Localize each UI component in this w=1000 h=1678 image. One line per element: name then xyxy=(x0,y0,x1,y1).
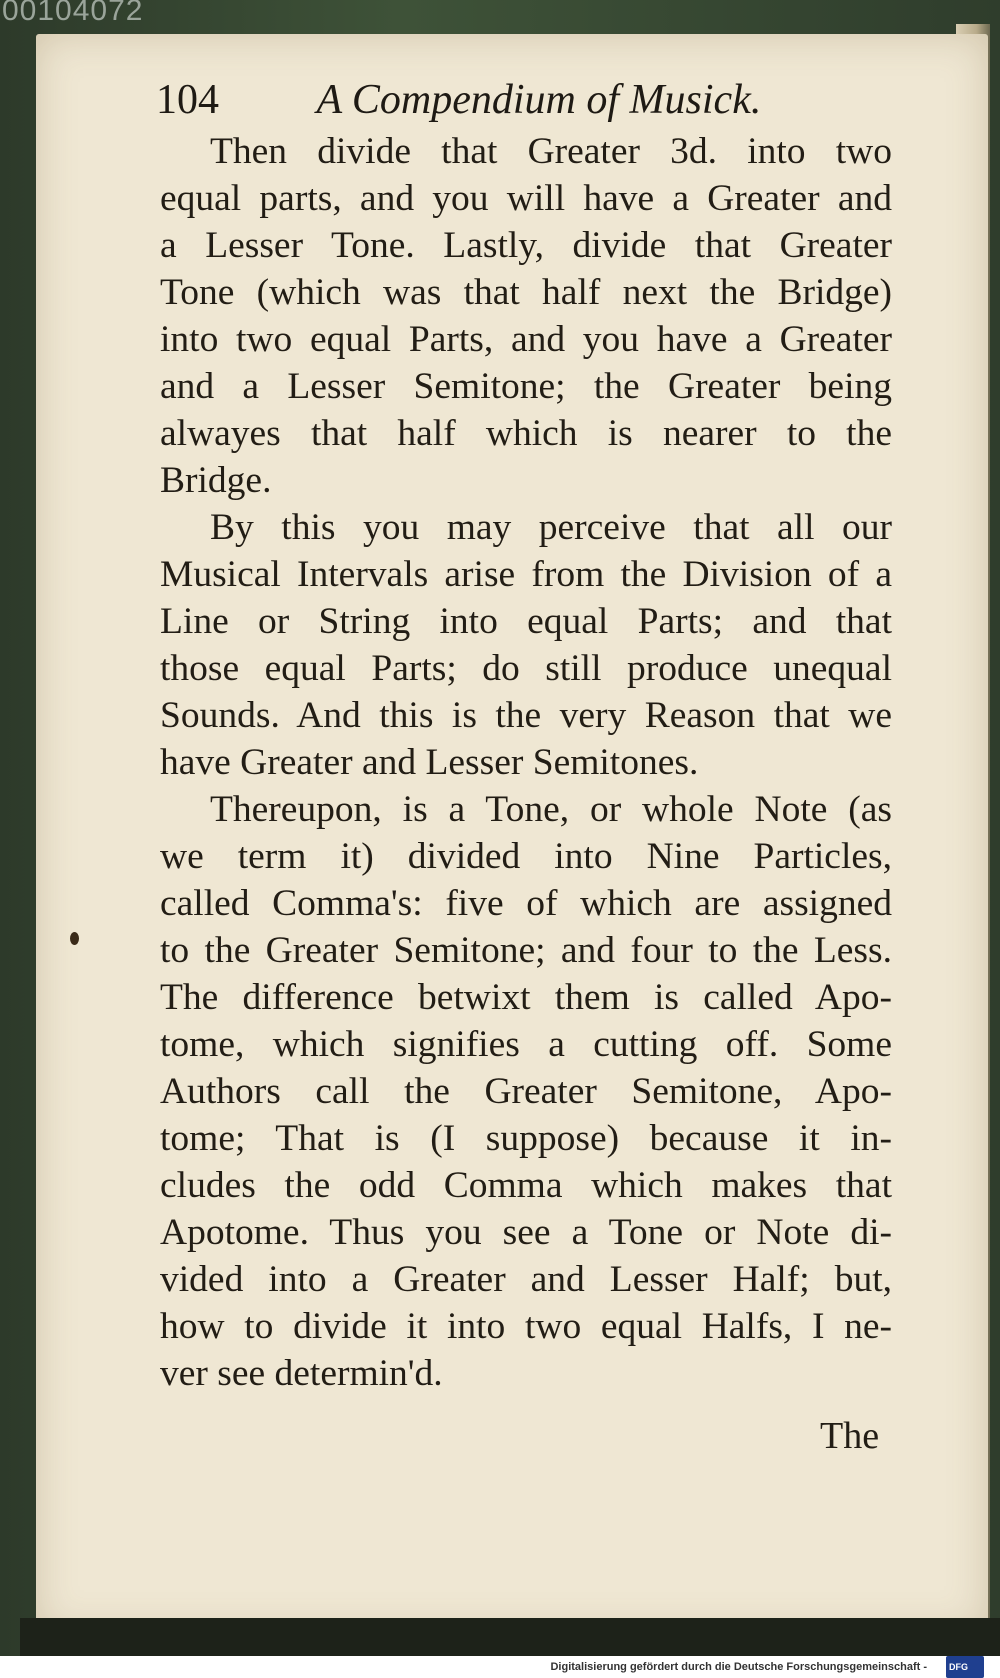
body-text xyxy=(160,128,892,1397)
running-head xyxy=(156,76,896,124)
text-line: Tone (which was that half next the Bridge) xyxy=(160,272,892,313)
text-line: and a Lesser Semitone; the Greater being xyxy=(160,366,892,407)
text-line: The difference betwixt them is called Apo- xyxy=(160,977,892,1018)
text-line: into two equal Parts, and you have a Greater xyxy=(160,319,892,360)
page-number: 104 xyxy=(156,77,219,123)
text-line: Bridge. xyxy=(160,460,272,501)
text-line: how to divide it into two equal Halfs, I ne- xyxy=(160,1306,892,1347)
text-line: ver see determin'd. xyxy=(160,1353,443,1394)
text-line: to the Greater Semitone; and four to the Less. xyxy=(160,930,892,971)
catchword: The xyxy=(820,1415,880,1457)
text-line: Line or String into equal Parts; and that xyxy=(160,601,892,642)
text-line: cludes the odd Comma which makes that xyxy=(160,1165,892,1206)
scan-background xyxy=(20,1618,1000,1656)
text-line: those equal Parts; do still produce unequal xyxy=(160,648,892,689)
text-line: called Comma's: five of which are assigned xyxy=(160,883,892,924)
text-line: alwayes that half which is nearer to the xyxy=(160,413,892,454)
text-line: Thereupon, is a Tone, or whole Note (as xyxy=(210,789,892,830)
text-line: have Greater and Lesser Semitones. xyxy=(160,742,699,783)
digitization-credit xyxy=(0,1656,1000,1676)
text-line: tome; That is (I suppose) because it in- xyxy=(160,1118,892,1159)
dfg-logo: DFG xyxy=(946,1656,984,1678)
text-line: Sounds. And this is the very Reason that we xyxy=(160,695,892,736)
credit-text xyxy=(550,1661,1000,1673)
running-title: A Compendium of Musick. xyxy=(316,77,762,123)
text-line: we term it) divided into Nine Particles, xyxy=(160,836,892,877)
shelfmark: 00104072 xyxy=(2,0,144,27)
text-line: tome, which signifies a cutting off. Some xyxy=(160,1024,892,1065)
text-line: a Lesser Tone. Lastly, divide that Greater xyxy=(160,225,892,266)
text-line: Authors call the Greater Semitone, Apo- xyxy=(160,1071,892,1112)
text-line: By this you may perceive that all our xyxy=(210,507,892,548)
text-line: Musical Intervals arise from the Division of a xyxy=(160,554,892,595)
credit-label: Digitalisierung gefördert durch die Deutsche Forschungsgemeinschaft - xyxy=(550,1661,927,1673)
text-line: Apotome. Thus you see a Tone or Note di- xyxy=(160,1212,892,1253)
text-line: Then divide that Greater 3d. into two xyxy=(210,131,892,172)
text-line: equal parts, and you will have a Greater and xyxy=(160,178,892,219)
text-line: vided into a Greater and Lesser Half; but, xyxy=(160,1259,892,1300)
ink-spot xyxy=(70,932,79,945)
